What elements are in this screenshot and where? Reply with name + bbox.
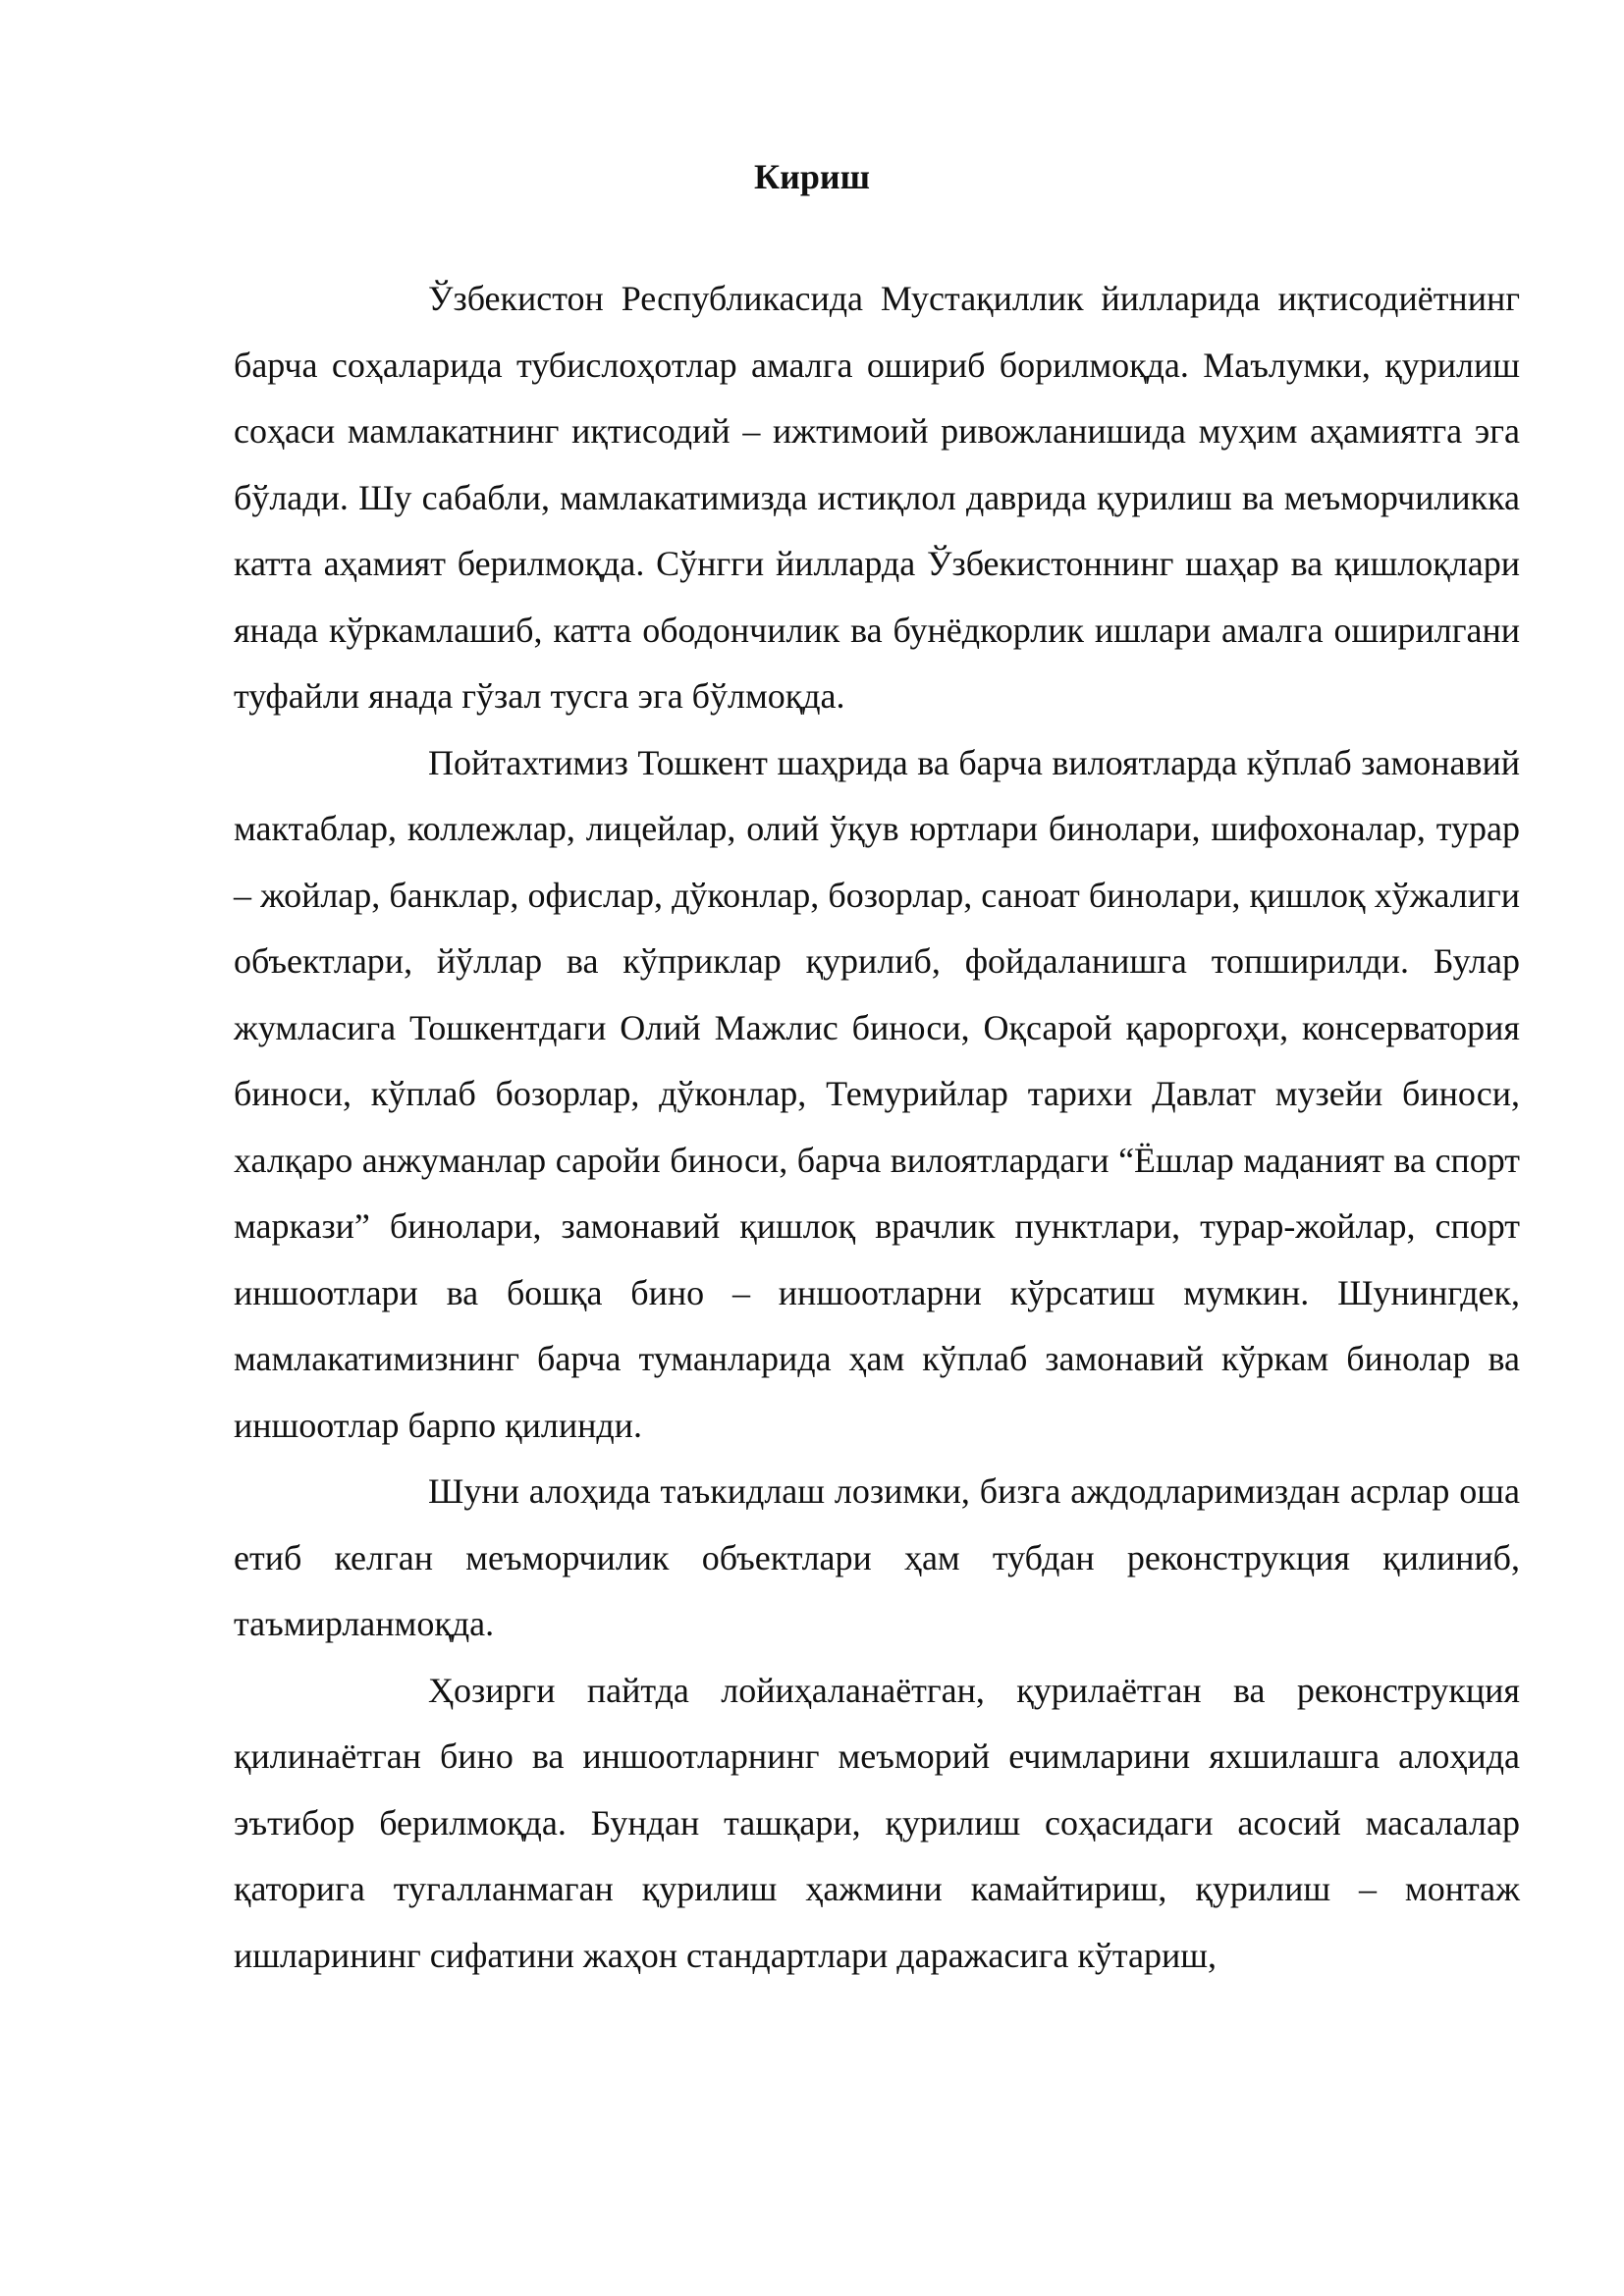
page-title: Кириш (753, 157, 870, 196)
body-text (234, 266, 1520, 1989)
paragraph-1: Ўзбекистон Республикасида Мустақиллик йилларида иқтисодиётнинг барча соҳаларида тубислоҳотлар амалга ошириб борилмоқда. Маълумки, қурилиш соҳаси мамлакатнинг иқтисодий – ижтимоий ривожланишида муҳим аҳамиятга эга бўлади. Шу сабабли, мамлакатимизда истиқлол даврида қурилиш ва меъморчиликка катта аҳамият берилмоқда. Сўнгги йилларда Ўзбекистоннинг шаҳар ва қишлоқлари янада кўркамлашиб, катта ободончилик ва бунёдкорлик ишлари амалга оширилгани туфайли янада гўзал тусга эга бўлмоқда. (234, 279, 1520, 716)
paragraph-3: Шуни алоҳида таъкидлаш лозимки, бизга аждодларимиздан асрлар оша етиб келган меъморчилик объектлари ҳам тубдан реконструкция қилиниб, таъмирланмоқда. (234, 1471, 1520, 1643)
paragraph-2: Пойтахтимиз Тошкент шаҳрида ва барча вилоятларда кўплаб замонавий мактаблар, коллежлар, лицейлар, олий ўқув юртлари бинолари, шифохоналар, турар – жойлар, банклар, офислар, дўконлар, бозорлар, саноат бинолари, қишлоқ хўжалиги объектлари, йўллар ва кўприклар қурилиб, фойдаланишга топширилди. Булар жумласига Тошкентдаги Олий Мажлис биноси, Оқсарой қароргоҳи, консерватория биноси, кўплаб бозорлар, дўконлар, Темурийлар тарихи Давлат музейи биноси, халқаро анжуманлар саройи биноси, барча вилоятлардаги “Ёшлар маданият ва спорт маркази” бинолари, замонавий қишлоқ врачлик пунктлари, турар-жойлар, спорт иншоотлари ва бошқа бино – иншоотларни кўрсатиш мумкин. Шунингдек, мамлакатимизнинг барча туманларида ҳам кўплаб замонавий кўркам бинолар ва иншоотлар барпо қилинди. (234, 742, 1520, 1445)
paragraph-4: Ҳозирги пайтда лойиҳаланаётган, қурилаётган ва реконструкция қилинаётган бино ва иншоотларнинг меъморий ечимларини яхшилашга алоҳида эътибор берилмоқда. Бундан ташқари, қурилиш соҳасидаги асосий масалалар қаторига тугалланмаган қурилиш ҳажмини камайтириш, қурилиш – монтаж ишларининг сифатини жаҳон стандартлари даражасига кўтариш, (234, 1670, 1520, 1975)
